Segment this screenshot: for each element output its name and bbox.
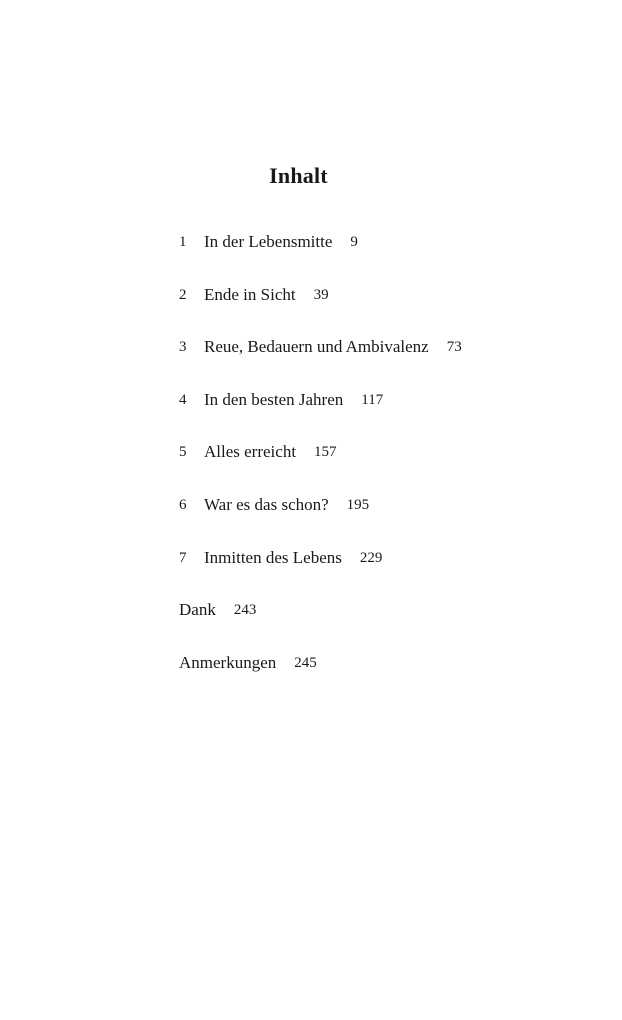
chapter-number: 3 [179, 339, 187, 356]
chapter-number: 2 [179, 286, 187, 303]
chapter-number: 7 [179, 549, 187, 566]
chapter-title: War es das schon? [204, 494, 329, 514]
page-number: 39 [313, 286, 329, 303]
toc-entry-4 [179, 386, 462, 439]
page-number: 229 [359, 549, 383, 566]
toc-entry-6 [179, 491, 462, 544]
chapter-title: In der Lebensmitte [204, 232, 333, 251]
toc-entry-7 [179, 544, 462, 597]
page-number: 245 [294, 654, 317, 671]
chapter-number: 6 [179, 496, 187, 513]
page-number: 195 [346, 496, 370, 513]
toc-entry-2 [179, 281, 462, 334]
chapter-title: Alles erreicht [204, 442, 297, 462]
chapter-number: 5 [179, 444, 187, 461]
page-number: 117 [361, 391, 384, 408]
toc-entry-anmerkungen [179, 649, 462, 702]
page-number: 243 [233, 602, 257, 619]
toc-heading: Inhalt [269, 162, 328, 188]
chapter-number: 1 [179, 234, 187, 250]
page-number: 157 [314, 444, 337, 461]
toc-entry-5 [179, 438, 462, 491]
chapter-title: Inmitten des Lebens [204, 547, 342, 567]
section-title: Dank [179, 600, 216, 620]
chapter-title: In den besten Jahren [204, 389, 344, 409]
toc-entry-3 [179, 333, 462, 386]
page-number: 9 [350, 234, 358, 250]
toc-entry-1 [179, 228, 462, 281]
toc-entry-dank [179, 596, 462, 649]
chapter-number: 4 [179, 391, 187, 408]
chapter-title: Reue, Bedauern und Ambivalenz [204, 337, 429, 357]
section-title: Anmerkungen [179, 652, 277, 672]
table-of-contents [179, 228, 462, 701]
chapter-title: Ende in Sicht [204, 284, 296, 304]
page-number: 73 [446, 339, 462, 356]
